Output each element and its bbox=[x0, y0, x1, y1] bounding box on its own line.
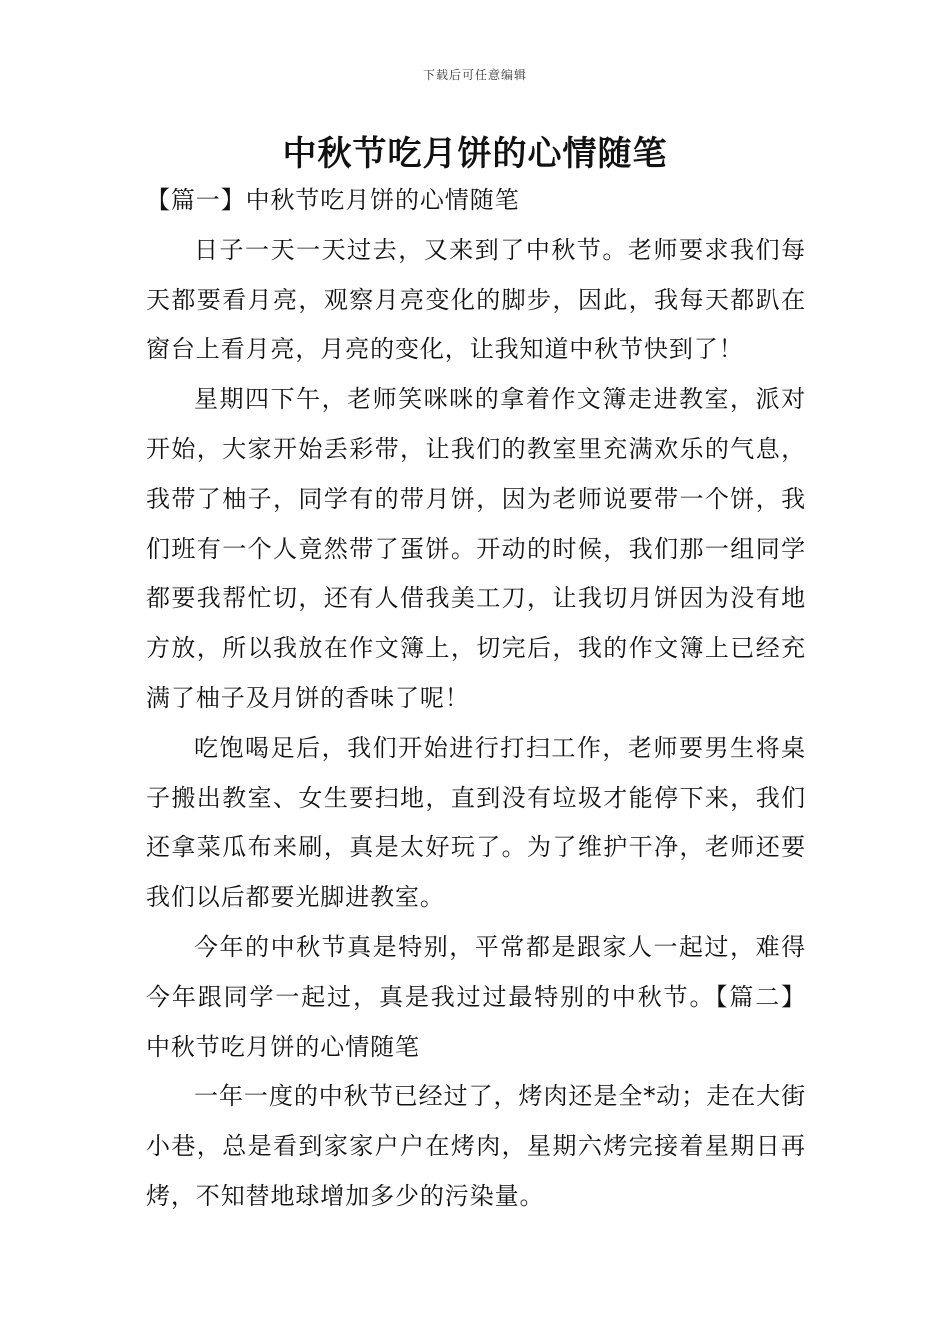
paragraph: 日子一天一天过去，又来到了中秋节。老师要求我们每天都要看月亮，观察月亮变化的脚步，因此，我每天都趴在窗台上看月亮，月亮的变化，让我知道中秋节快到了！ bbox=[146, 235, 806, 364]
paragraph: 星期四下午，老师笑咪咪的拿着作文簿走进教室，派对开始，大家开始丢彩带，让我们的教室里充满欢乐的气息，我带了柚子，同学有的带月饼，因为老师说要带一个饼，我们班有一个人竟然带了蛋饼。开动的时候，我们那一组同学都要我帮忙切，还有人借我美工刀，让我切月饼因为没有地方放，所以我放在作文簿上，切完后，我的作文簿上已经充满了柚子及月饼的香味了呢！ bbox=[146, 385, 806, 712]
document-title: 中秋节吃月饼的心情随笔 bbox=[282, 134, 668, 174]
paragraph: 今年的中秋节真是特别，平常都是跟家人一起过，难得今年跟同学一起过，真是我过过最特别的中秋节。【篇二】中秋节吃月饼的心情随笔 bbox=[146, 932, 806, 1061]
section-heading: 【篇一】中秋节吃月饼的心情随笔 bbox=[146, 186, 520, 214]
header-note: 下载后可任意编辑 bbox=[422, 68, 527, 82]
document-body bbox=[146, 176, 806, 1222]
paragraph: 吃饱喝足后，我们开始进行打扫工作，老师要男生将桌子搬出教室、女生要扫地，直到没有垃圾才能停下来，我们还拿菜瓜布来刷，真是太好玩了。为了维护干净，老师还要我们以后都要光脚进教室。 bbox=[146, 733, 806, 912]
paragraph: 一年一度的中秋节已经过了，烤肉还是全*动；走在大街小巷，总是看到家家户户在烤肉，星期六烤完接着星期日再烤，不知替地球增加多少的污染量。 bbox=[146, 1082, 806, 1210]
